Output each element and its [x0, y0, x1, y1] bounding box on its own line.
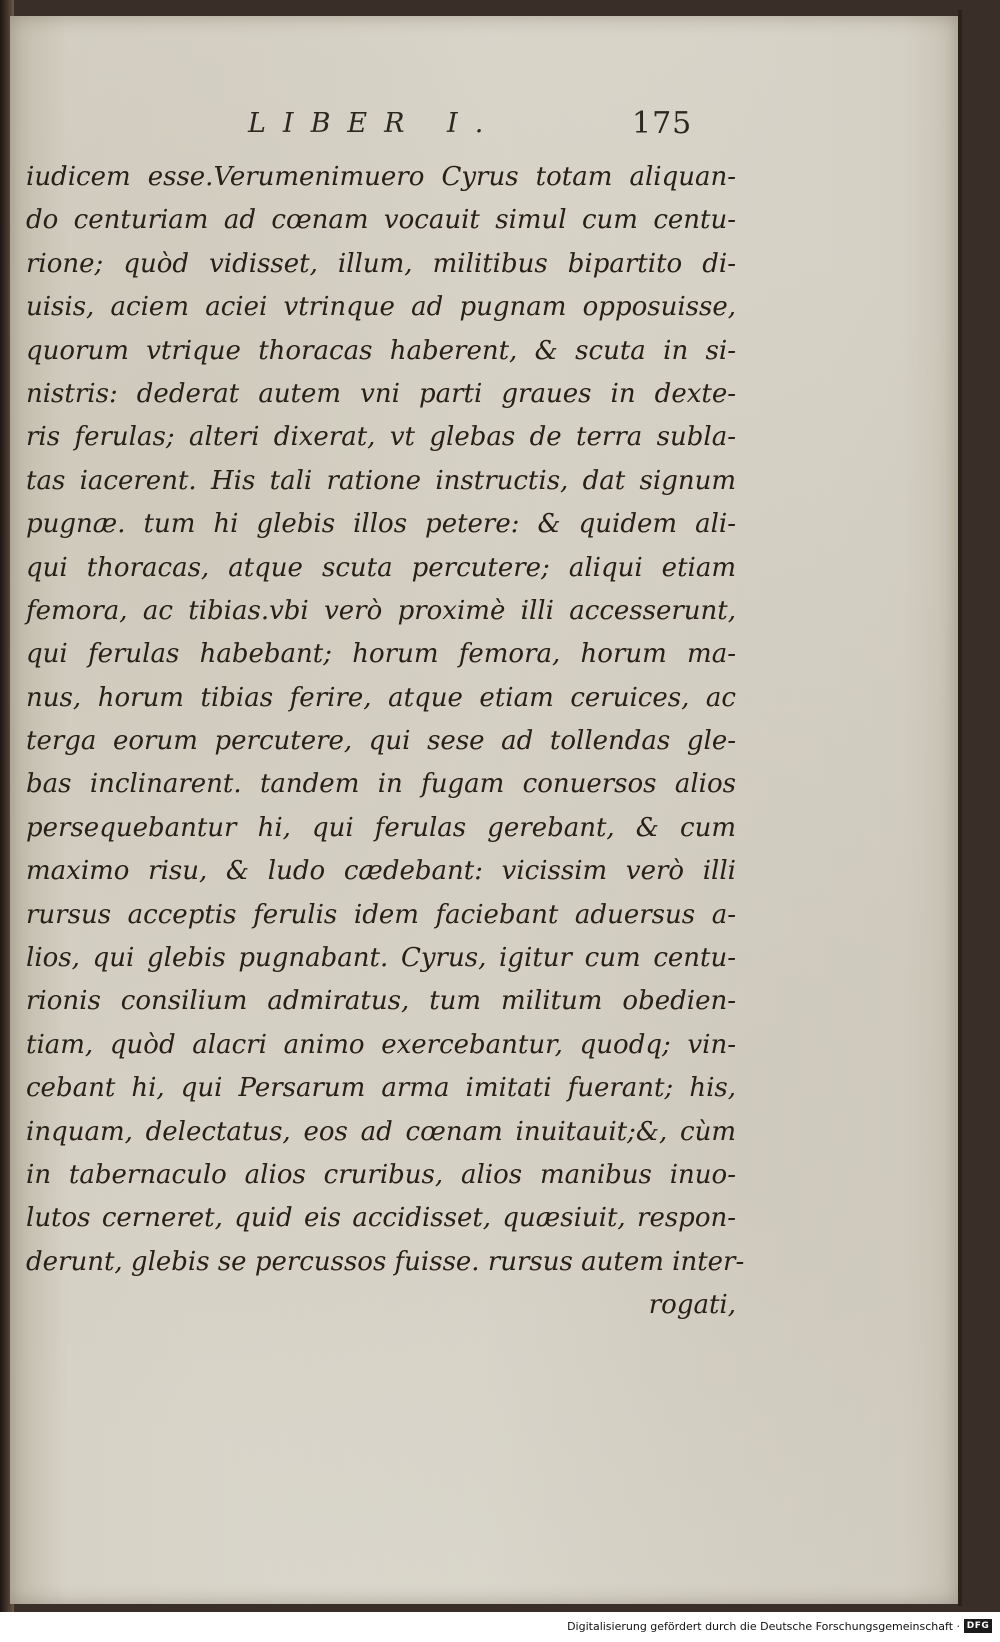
text-line: persequebantur hi, qui ferulas gerebant, & cum	[26, 812, 736, 843]
text-line: qui thoracas, atque scuta percutere; aliqui etiam	[26, 552, 736, 583]
text-line: nistris: dederat autem vni parti graues in dexte-	[26, 378, 736, 409]
text-line: tiam, quòd alacri animo exercebantur, quodq; vin-	[26, 1029, 736, 1060]
text-line: maximo risu, & ludo cædebant: vicissim verò illi	[26, 856, 736, 887]
text-line: derunt, glebis se percussos fuisse. rursus autem inter-	[26, 1246, 745, 1277]
text-line: ris ferulas; alteri dixerat, vt glebas de terra subla-	[26, 422, 736, 453]
text-line: bas inclinarent. tandem in fugam conuersos alios	[26, 769, 736, 800]
text-line: do centuriam ad cœnam vocauit simul cum centu-	[26, 205, 736, 236]
text-line: rionis consilium admiratus, tum militum obedien-	[26, 986, 736, 1017]
text-line: tas iacerent. His tali ratione instructis, dat signum	[26, 465, 736, 496]
dfg-logo: DFG	[964, 1619, 992, 1633]
catchword: rogati,	[648, 1290, 736, 1321]
text-line: qui ferulas habebant; horum femora, horum ma-	[26, 639, 736, 670]
running-title: LIBER I.	[248, 108, 501, 139]
footer-bar	[0, 1612, 1000, 1642]
page-edge-shadow	[958, 10, 962, 1606]
text-line: terga eorum percutere, qui sese ad tollendas gle-	[26, 726, 736, 757]
text-line: cebant hi, qui Persarum arma imitati fuerant; his,	[26, 1073, 736, 1104]
text-line: inquam, delectatus, eos ad cœnam inuitauit;&, cùm	[26, 1116, 736, 1147]
funding-credit: Digitalisierung gefördert durch die Deutsche Forschungsgemeinschaft ·	[567, 1620, 960, 1633]
text-line: rione; quòd vidisset, illum, militibus bipartito di-	[26, 248, 736, 279]
running-head	[10, 102, 958, 152]
text-line: in tabernaculo alios cruribus, alios manibus inuo-	[26, 1159, 736, 1190]
body-text	[26, 156, 745, 1328]
text-line: uisis, aciem aciei vtrinque ad pugnam opposuisse,	[26, 292, 736, 323]
text-line: nus, horum tibias ferire, atque etiam ceruices, ac	[26, 682, 736, 713]
book-page	[10, 16, 958, 1604]
text-line: rursus acceptis ferulis idem faciebant aduersus a-	[26, 899, 736, 930]
text-line: quorum vtrique thoracas haberent, & scuta in si-	[26, 335, 736, 366]
text-line: pugnæ. tum hi glebis illos petere: & quidem ali-	[26, 509, 736, 540]
page-number: 175	[632, 106, 693, 141]
text-line: iudicem esse.Verumenimuero Cyrus totam aliquan-	[26, 162, 736, 192]
text-line: lios, qui glebis pugnabant. Cyrus, igitur cum centu-	[26, 943, 736, 974]
text-line: lutos cerneret, quid eis accidisset, quæsiuit, respon-	[26, 1203, 736, 1234]
text-line: femora, ac tibias.vbi verò proximè illi accesserunt,	[26, 595, 736, 626]
